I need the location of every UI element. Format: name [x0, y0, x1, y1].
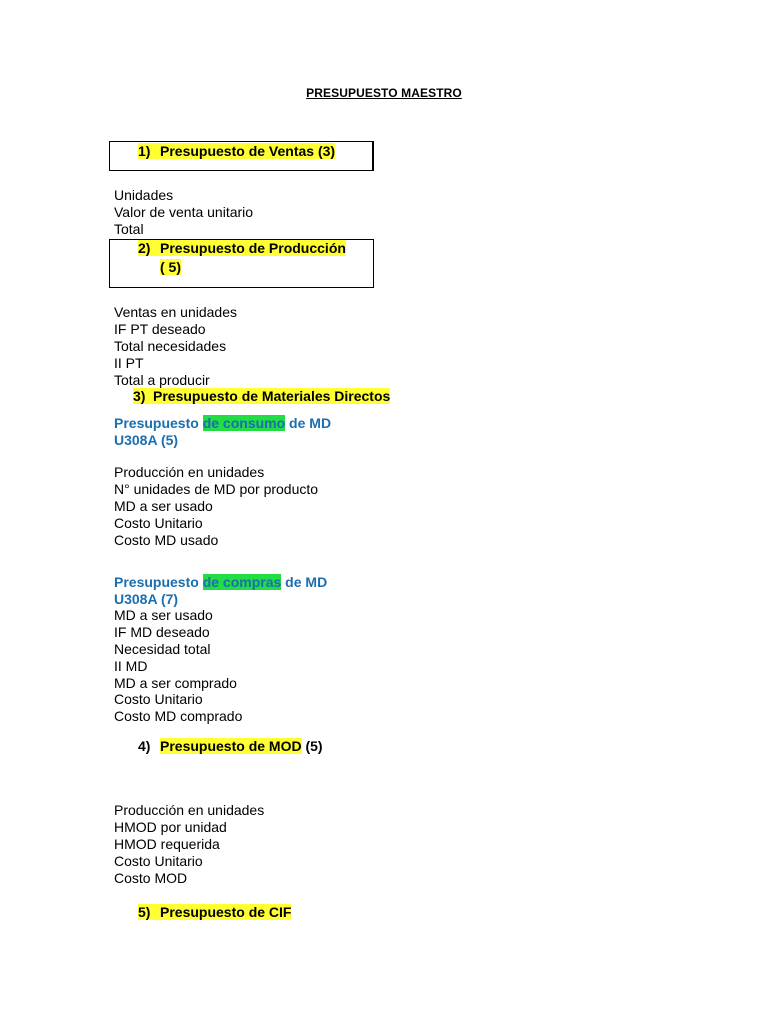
line-item: Producción en unidades [114, 464, 265, 480]
line-item: Valor de venta unitario [114, 203, 254, 220]
line-item: MD a ser usado [114, 607, 213, 623]
section-1-label: Presupuesto de Ventas (3) [160, 143, 336, 159]
line-item: Costo MOD [114, 869, 188, 886]
line-item: Costo MD comprado [114, 708, 243, 725]
line-item: Necesidad total [114, 640, 211, 657]
section-2-label-continued: ( 5) [160, 259, 181, 275]
section-4-lines [114, 802, 264, 886]
section-3-number: 3) [133, 388, 146, 404]
section-1-number: 1) [138, 143, 151, 159]
line-item: N° unidades de MD por producto [114, 480, 319, 497]
line-item: II PT [114, 354, 144, 371]
line-item: Costo Unitario [114, 514, 203, 531]
section-1-lines [114, 187, 253, 238]
line-item: Ventas en unidades [114, 304, 237, 320]
consumo-code: U308A (5) [114, 431, 179, 448]
consumo-suffix: de MD [285, 415, 332, 431]
consumo-lines [114, 464, 318, 548]
line-item: Costo MD usado [114, 531, 219, 548]
section-4-heading [138, 737, 323, 756]
line-item: HMOD requerida [114, 835, 220, 852]
section-5-label: Presupuesto de CIF [160, 904, 292, 920]
line-item: Unidades [114, 187, 174, 203]
document-title: PRESUPUESTO MAESTRO [306, 86, 462, 100]
consumo-subheading [114, 415, 331, 448]
section-4-label: Presupuesto de MOD [160, 738, 302, 754]
compras-lines [114, 607, 242, 725]
line-item: IF PT deseado [114, 320, 206, 337]
compras-highlight: de compras [202, 574, 282, 590]
line-item: Producción en unidades [114, 802, 265, 818]
line-item: Total necesidades [114, 337, 227, 354]
compras-prefix: Presupuesto [114, 574, 203, 590]
section-2-number: 2) [138, 240, 151, 256]
section-2-heading [138, 239, 346, 277]
section-5-number: 5) [138, 904, 151, 920]
compras-suffix: de MD [281, 574, 328, 590]
line-item: II MD [114, 657, 148, 674]
consumo-highlight: de consumo [202, 415, 286, 431]
line-item: IF MD deseado [114, 623, 210, 640]
compras-subheading [114, 574, 327, 607]
compras-code: U308A (7) [114, 590, 179, 607]
line-item: Costo Unitario [114, 691, 203, 708]
section-3-heading [133, 387, 390, 406]
section-4-suffix: (5) [301, 738, 323, 754]
section-2-label: Presupuesto de Producción [160, 240, 346, 256]
section-4-number: 4) [138, 738, 151, 754]
line-item: MD a ser comprado [114, 674, 237, 691]
line-item: Total [114, 220, 144, 237]
section-5-heading [138, 903, 291, 922]
consumo-prefix: Presupuesto [114, 415, 203, 431]
section-1-heading [138, 142, 335, 161]
section-3-label: Presupuesto de Materiales Directos [153, 388, 391, 404]
line-item: HMOD por unidad [114, 818, 227, 835]
line-item: Total a producir [114, 371, 210, 388]
line-item: MD a ser usado [114, 497, 213, 514]
section-2-lines [114, 304, 237, 388]
line-item: Costo Unitario [114, 852, 203, 869]
